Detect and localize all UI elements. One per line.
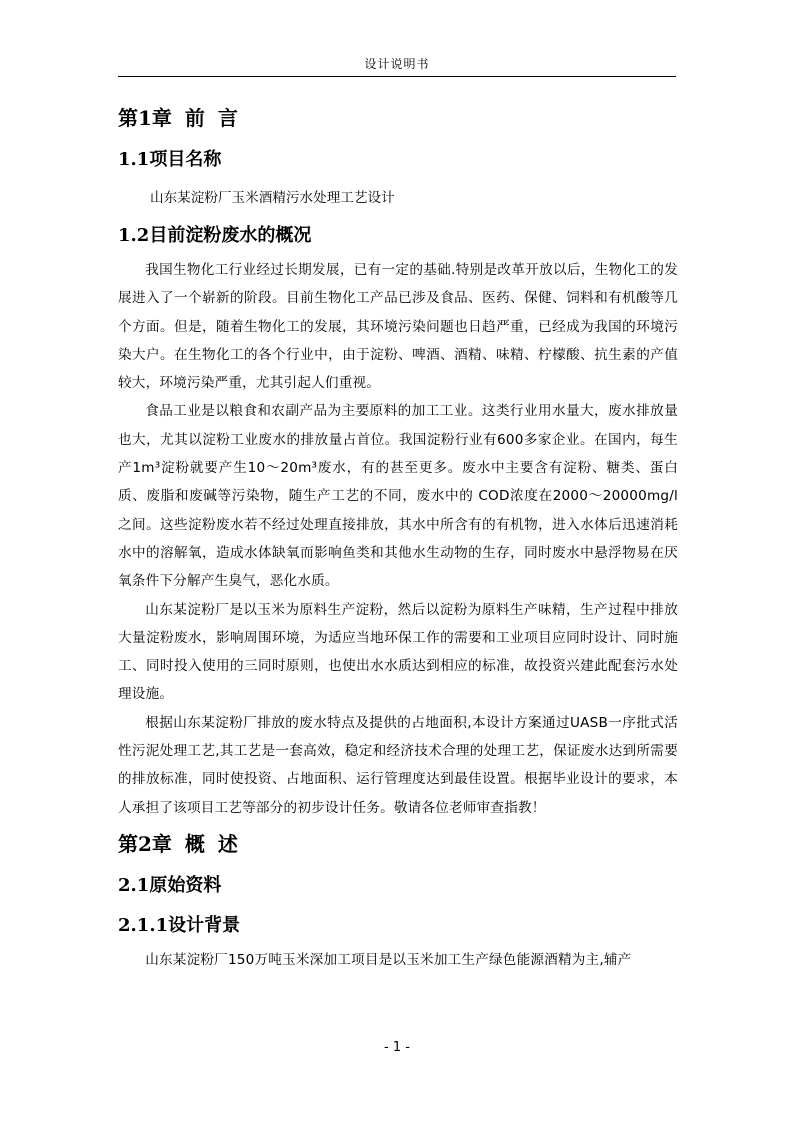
page-header-title: 设计说明书 [364, 57, 430, 71]
page-number: - 1 - [384, 1040, 410, 1055]
section-2-1-1-heading: 2.1.1设计背景 [118, 914, 241, 936]
paragraph: 我国生物化工行业经过长期发展，已有一定的基础.特别是改革开放以后，生物化工的发展进入了一个崭新的阶段。目前生物化工产品已涉及食品、医药、保健、饲料和有机酸等几个方面。但是，随着生物化工的发展，其环境污染问题也日趋严重，已经成为我国的环境污染大户。在生物化工的各个行业中，由于淀粉、啤酒、酒精、味精、柠檬酸、抗生素的产值较大，环境污染严重，尤其引起人们重视。 [118, 262, 678, 392]
paragraph: 山东某淀粉厂是以玉米为原料生产淀粉，然后以淀粉为原料生产味精，生产过程中排放大量淀粉废水，影响周围环境，为适应当地环保工作的需要和工业项目应同时设计、同时施工、同时投入使用的三同时原则，也使出水水质达到相应的标准，故投资兴建此配套污水处理设施。 [118, 601, 678, 703]
section-2-1-heading: 2.1原始资料 [118, 874, 222, 896]
chapter-2-heading: 第2章 概 述 [118, 831, 238, 856]
paragraph: 食品工业是以粮食和农副产品为主要原料的加工工业。这类行业用水量大，废水排放量也大，尤其以淀粉工业废水的排放量占首位。我国淀粉行业有600多家企业。在国内，每生产1m³淀粉就要产生10～20m³废水，有的甚至更多。废水中主要含有淀粉、糖类、蛋白质、废脂和废碱等污染物，随生产工艺的不同，废水中的 COD浓度在2000～20000mg/l之间。这些淀粉废水若不经过处理直接排放，其水中所含有的有机物，进入水体后迅速消耗水中的溶解氧，造成水体缺氧而影响鱼类和其他水生动物的生存，同时废水中悬浮物易在厌氧条件下分解产生臭气，恶化水质。 [118, 403, 678, 590]
paragraph: 山东某淀粉厂150万吨玉米深加工项目是以玉米加工生产绿色能源酒精为主,辅产 [145, 951, 632, 968]
section-1-2-heading: 1.2目前淀粉废水的概况 [118, 225, 312, 246]
header-divider [118, 76, 676, 77]
project-name: 山东某淀粉厂玉米酒精污水处理工艺设计 [150, 190, 395, 206]
section-1-1-heading: 1.1项目名称 [118, 149, 222, 170]
document-body [118, 96, 678, 974]
paragraph: 根据山东某淀粉厂排放的废水特点及提供的占地面积,本设计方案通过UASB一序批式活性污泥处理工艺,其工艺是一套高效，稳定和经济技术合理的处理工艺，保证废水达到所需要的排放标准，同时使投资、占地面积、运行管理度达到最佳设置。根据毕业设计的要求，本人承担了该项目工艺等部分的初步设计任务。敬请各位老师审查指教！ [118, 714, 678, 816]
chapter-1-heading: 第1章 前 言 [118, 106, 238, 130]
